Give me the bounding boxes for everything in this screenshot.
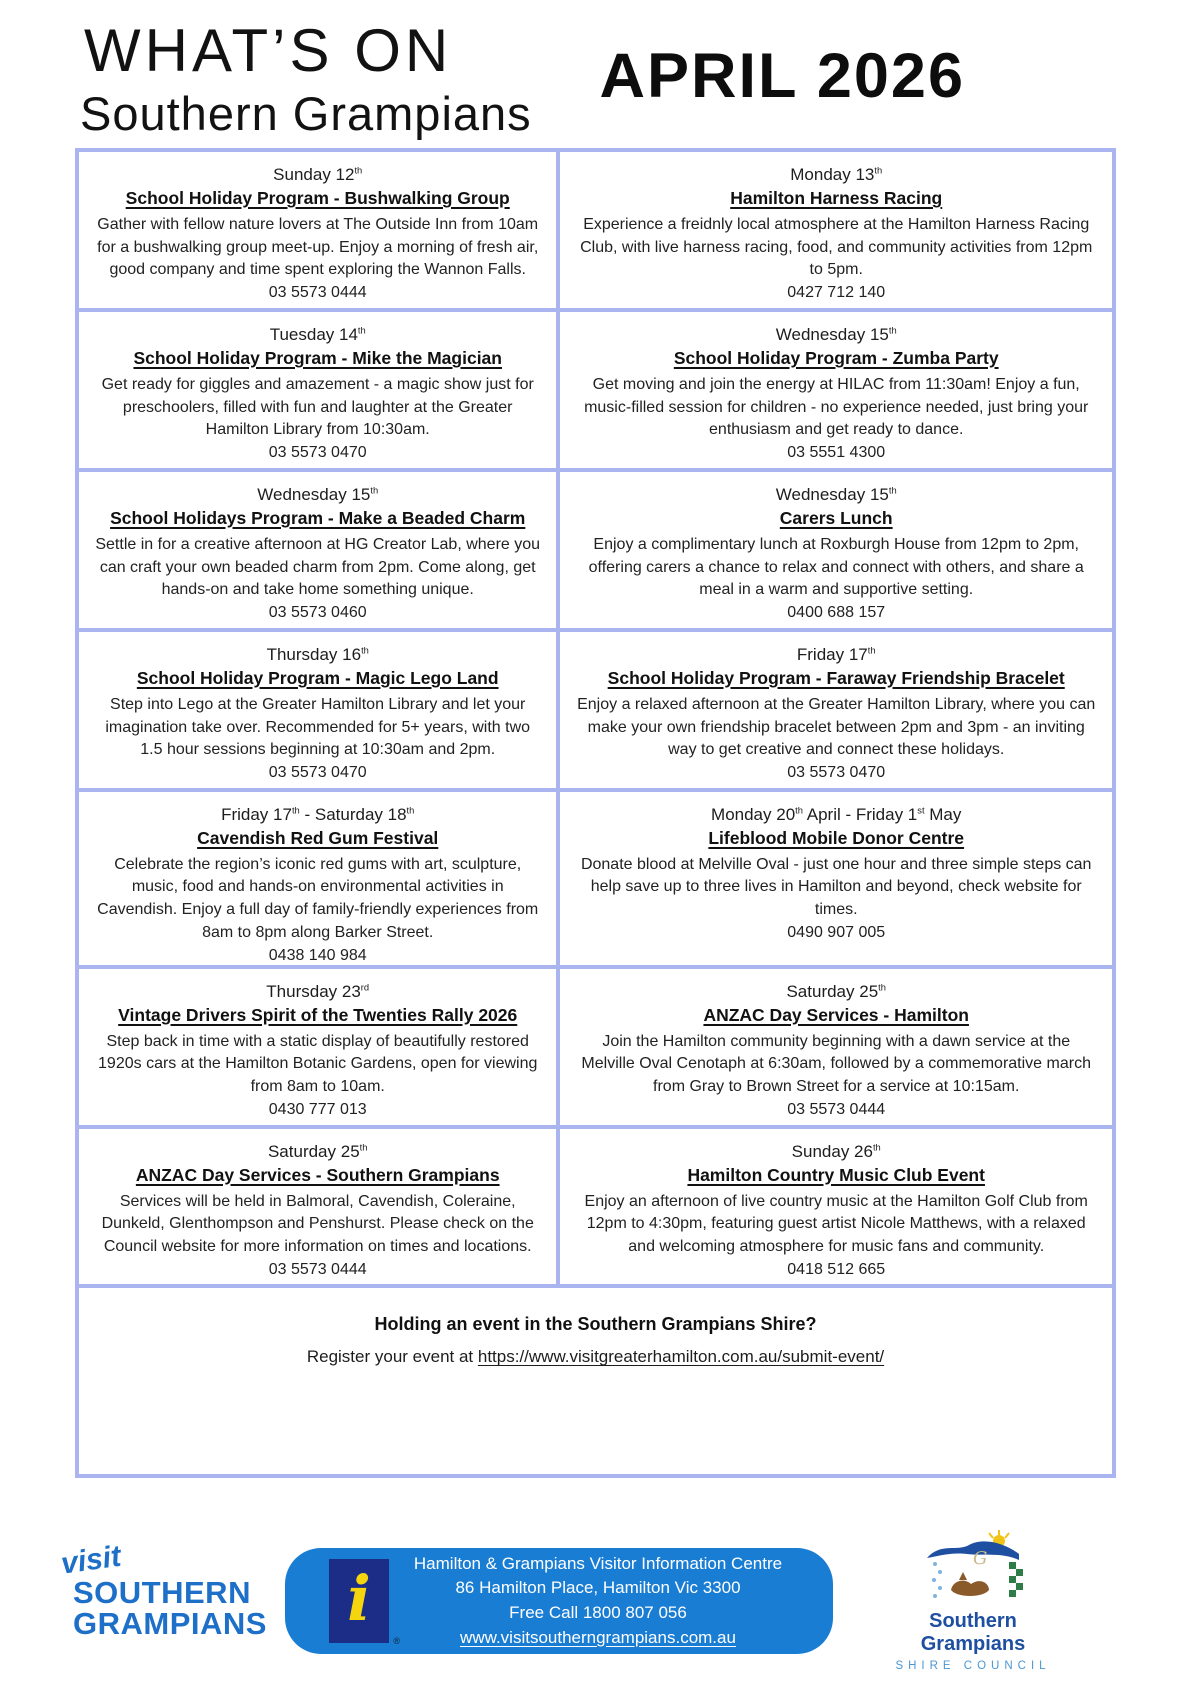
event-cell [560,312,1112,468]
event-date: Friday 17th - Saturday 18th [221,804,415,824]
shire-council-logo [893,1528,1053,1672]
event-description: Enjoy a complimentary lunch at Roxburgh House from 12pm to 2pm, offering carers a chance to relax and connect with others, and share a meal in a warm and supportive setting. [588,535,1084,599]
event-phone: 03 5573 0470 [787,763,886,781]
information-icon-glyph: i [347,1561,371,1635]
event-cell [560,472,1112,628]
event-title: School Holiday Program - Mike the Magician [133,347,502,368]
event-cell [79,312,556,468]
event-title: Hamilton Harness Racing [730,188,943,208]
event-title: Lifeblood Mobile Donor Centre [708,827,965,848]
page-title: WHAT’S ON [84,17,453,84]
event-phone: 0427 712 140 [787,284,886,302]
register-event-prefix: Register your event at [306,1347,478,1367]
council-subtitle: SHIRE COUNCIL [895,1660,1051,1672]
visitor-info-text [389,1552,807,1651]
event-description: Donate blood at Melville Oval - just one hour and three simple steps can help save up to three lives in Hamilton and beyond, check website for times. [580,855,1092,919]
visit-script-text: visit [58,1539,124,1581]
event-title: School Holiday Program - Bushwalking Group [125,188,510,208]
event-date: Sunday 26th [791,1141,881,1161]
event-phone: 03 5551 4300 [787,444,886,462]
visitor-centre-website-link[interactable]: www.visitsoutherngrampians.com.au [460,1627,736,1647]
register-event-cell [79,1288,1112,1474]
register-event-line [79,1347,1112,1367]
event-title: Cavendish Red Gum Festival [197,827,439,848]
event-cell [79,792,556,965]
event-date: Wednesday 15th [775,324,897,344]
visit-southern-grampians-logo [55,1539,267,1641]
event-date: Wednesday 15th [257,484,379,504]
event-title: Hamilton Country Music Club Event [687,1164,985,1185]
event-phone: 0418 512 665 [787,1260,886,1278]
event-date: Monday 20th April - Friday 1st May [711,804,962,824]
event-phone: 03 5573 0470 [268,763,367,781]
event-phone: 0490 907 005 [787,923,886,941]
visitor-info-banner [285,1548,833,1654]
event-date: Saturday 25th [267,1141,368,1161]
event-cell [560,792,1112,965]
event-phone: 0438 140 984 [268,946,367,964]
event-description: Enjoy a relaxed afternoon at the Greater Hamilton Library, where you can make your own friendship bracelet between 2pm and 3pm - an inviting way to get creative and connect these holidays. [577,695,1096,759]
event-description: Get ready for giggles and amazement - a magic show just for preschoolers, filled with fun and laughter at the Greater Hamilton Library from 10:30am. [101,375,534,439]
events-grid [75,148,1116,1478]
event-date: Saturday 25th [786,981,886,1001]
event-cell [560,632,1112,788]
information-icon [329,1559,400,1646]
event-title: School Holidays Program - Make a Beaded Charm [110,507,526,528]
event-date: Thursday 16th [266,644,369,664]
event-cell [79,152,556,308]
event-description: Settle in for a creative afternoon at HG Creator Lab, where you can craft your own beaded charm from 2pm. Come along, get hands-on and take home something unique. [95,535,541,599]
event-phone: 03 5573 0444 [268,284,367,302]
council-landscape-icon [913,1528,1033,1608]
visitor-centre-phone: Free Call 1800 807 056 [509,1603,687,1622]
event-date: Friday 17th [796,644,876,664]
event-date: Wednesday 15th [775,484,897,504]
event-phone: 03 5573 0444 [268,1260,367,1278]
event-description: Step back in time with a static display of beautifully restored 1920s cars at the Hamilton Botanic Gardens, open for viewing from 8am to 10am. [98,1032,538,1096]
event-title: Carers Lunch [779,507,893,528]
event-description: Gather with fellow nature lovers at The Outside Inn from 10am for a bushwalking group meet-up. Enjoy a morning of fresh air, good company and time spent exploring the Wannon Falls. [97,216,539,279]
registered-trademark: ® [393,1636,400,1646]
visitor-centre-name: Hamilton & Grampians Visitor Information Centre [413,1553,783,1573]
event-phone: 03 5573 0460 [268,604,367,622]
event-date: Monday 13th [790,165,883,184]
event-description: Services will be held in Balmoral, Cavendish, Coleraine, Dunkeld, Glenthompson and Penshurst. Please check on the Council website for more information on times and locations. [101,1192,534,1255]
event-description: Enjoy an afternoon of live country music at the Hamilton Golf Club from 12pm to 4:30pm, featuring guest artist Nicole Matthews, with a relaxed and welcoming atmosphere for music fans and community. [584,1192,1088,1255]
event-phone: 03 5573 0470 [268,444,367,462]
visit-logo-line1: SOUTHERN [73,1575,251,1610]
event-description: Get moving and join the energy at HILAC from 11:30am! Enjoy a fun, music-filled session for children - no experience needed, just bring your enthusiasm and get ready to dance. [584,375,1089,439]
event-description: Step into Lego at the Greater Hamilton Library and let your imagination take over. Recommended for 5+ years, with two 1.5 hour sessions beginning at 10:30am and 2pm. [105,695,531,759]
event-cell [79,969,556,1125]
register-event-link[interactable]: https://www.visitgreaterhamilton.com.au/submit-event/ [477,1347,885,1367]
visitor-centre-address: 86 Hamilton Place, Hamilton Vic 3300 [455,1578,741,1598]
event-phone: 03 5573 0444 [787,1100,886,1118]
event-cell [79,472,556,628]
event-cell [79,632,556,788]
event-description: Experience a freidnly local atmosphere at the Hamilton Harness Racing Club, with live harness racing, food, and community activities from 12pm to 5pm. [580,216,1093,279]
visit-logo-line2: GRAMPIANS [73,1606,267,1641]
event-cell [560,969,1112,1125]
svg-text:G: G [973,1548,988,1569]
event-cell [79,1129,556,1285]
event-date: Sunday 12th [273,165,363,184]
council-name: Southern Grampians [920,1610,1026,1655]
event-title: ANZAC Day Services - Hamilton [703,1004,969,1025]
month-heading: APRIL 2026 [599,41,965,111]
event-title: ANZAC Day Services - Southern Grampians [135,1164,500,1185]
event-title: School Holiday Program - Faraway Friendship Bracelet [607,667,1065,688]
register-event-heading: Holding an event in the Southern Grampians Shire? [374,1314,817,1335]
event-title: School Holiday Program - Zumba Party [673,347,999,368]
event-phone: 0430 777 013 [268,1100,367,1118]
event-date: Thursday 23rd [266,981,370,1001]
event-description: Join the Hamilton community beginning with a dawn service at the Melville Oval Cenotaph at 6:30am, followed by a commemorative march from Gray to Brown Street for a service at 10:15am. [581,1032,1091,1096]
event-phone: 0400 688 157 [787,604,886,622]
event-title: School Holiday Program - Magic Lego Land [136,667,499,688]
event-description: Celebrate the region’s iconic red gums with art, sculpture, music, food and hands-on environmental activities in Cavendish. Enjoy a full day of family-friendly experiences from 8am to 8pm along Barker Street. [97,855,539,941]
event-cell [560,152,1112,308]
event-date: Tuesday 14th [269,324,366,344]
event-title: Vintage Drivers Spirit of the Twenties Rally 2026 [118,1004,518,1025]
page-subtitle: Southern Grampians [80,87,532,140]
event-cell [560,1129,1112,1285]
